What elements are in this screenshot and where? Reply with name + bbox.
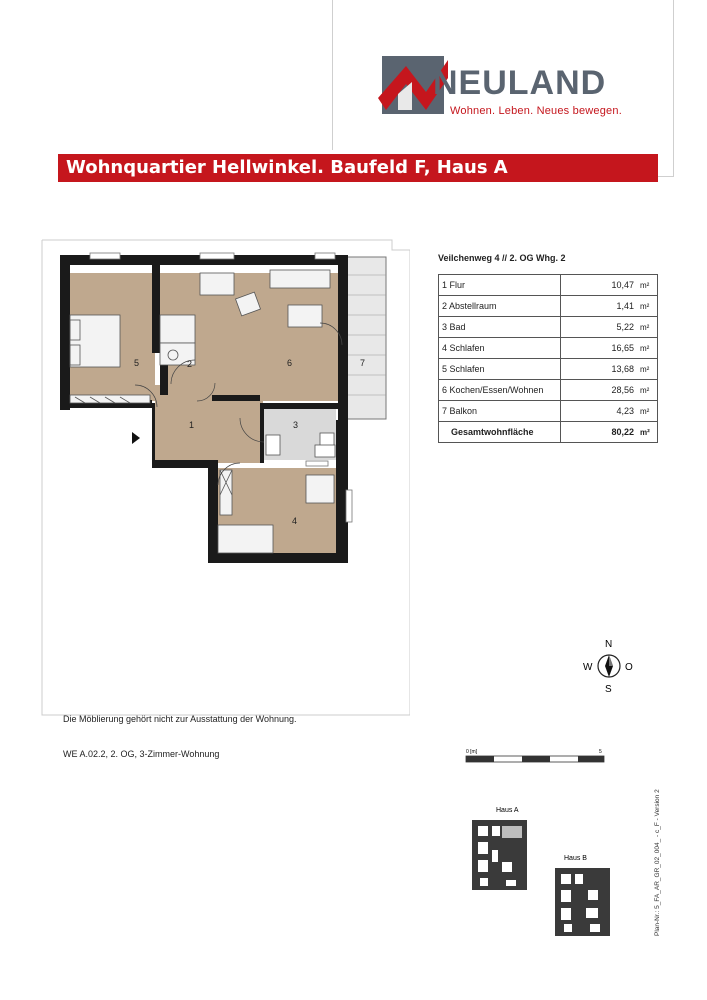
- room-area: 5,22: [561, 317, 638, 338]
- table-row: [439, 380, 658, 401]
- scale-end: 5: [599, 749, 602, 755]
- room-area: 28,56: [561, 380, 638, 401]
- room-table-box: [438, 253, 658, 443]
- room-area: 10,47: [561, 275, 638, 296]
- compass-icon: [580, 636, 640, 696]
- room-name: 3 Bad: [439, 317, 561, 338]
- logo-tagline: Wohnen. Leben. Neues bewegen.: [450, 105, 622, 117]
- table-row: [439, 338, 658, 359]
- room-name: 5 Schlafen: [439, 359, 561, 380]
- site-label-haus-a: Haus A: [496, 807, 519, 814]
- scale-bar: [465, 746, 605, 776]
- room-label-3: 3: [293, 420, 299, 430]
- room-unit: m²: [637, 359, 658, 380]
- total-area: 80,22: [561, 422, 638, 443]
- apartment-heading: Veilchenweg 4 // 2. OG Whg. 2: [438, 253, 566, 263]
- room-area: 13,68: [561, 359, 638, 380]
- room-name: 2 Abstellraum: [439, 296, 561, 317]
- room-label-4: 4: [292, 516, 298, 526]
- frame-line-right: [673, 0, 674, 176]
- plan-number: [652, 768, 662, 938]
- table-row: [439, 359, 658, 380]
- table-row-total: [439, 422, 658, 443]
- plan-number-text: Plan-Nr.: 5_FA_AR_GR_02_004_ - c_F - Version 2: [654, 789, 661, 936]
- frame-line-bottom: [658, 176, 674, 177]
- room-table: [438, 274, 658, 443]
- site-label-haus-b: Haus B: [564, 855, 587, 862]
- compass-west: W: [583, 662, 593, 673]
- table-row: [439, 401, 658, 422]
- unit-label: WE A.02.2, 2. OG, 3-Zimmer-Wohnung: [63, 749, 220, 759]
- table-row: [439, 317, 658, 338]
- room-name: 1 Flur: [439, 275, 561, 296]
- room-unit: m²: [637, 380, 658, 401]
- room-label-5: 5: [134, 358, 140, 368]
- page-title: Wohnquartier Hellwinkel. Baufeld F, Haus A: [66, 157, 508, 178]
- room-unit: m²: [637, 296, 658, 317]
- room-unit: m²: [637, 401, 658, 422]
- room-label-1: 1: [189, 420, 195, 430]
- room-unit: m²: [637, 317, 658, 338]
- room-label-7: 7: [360, 358, 366, 368]
- room-label-6: 6: [287, 358, 293, 368]
- title-banner: [58, 154, 658, 182]
- room-name: 4 Schlafen: [439, 338, 561, 359]
- scale-start: 0 [m]: [466, 749, 478, 755]
- total-unit: m²: [637, 422, 658, 443]
- room-area: 16,65: [561, 338, 638, 359]
- furniture-note: Die Möblierung gehört nicht zur Ausstattung der Wohnung.: [63, 714, 297, 724]
- table-row: [439, 296, 658, 317]
- room-label-2: 2: [187, 359, 193, 369]
- room-name: 7 Balkon: [439, 401, 561, 422]
- total-name: Gesamtwohnfläche: [439, 422, 561, 443]
- compass-north: N: [605, 639, 613, 650]
- logo-wordmark: NEULAND: [433, 64, 607, 102]
- compass-east: O: [625, 662, 633, 673]
- frame-line-left: [332, 0, 333, 150]
- room-name: 6 Kochen/Essen/Wohnen: [439, 380, 561, 401]
- compass-south: S: [605, 684, 612, 695]
- site-plan: [460, 800, 630, 940]
- room-unit: m²: [637, 275, 658, 296]
- room-area: 1,41: [561, 296, 638, 317]
- table-row: [439, 275, 658, 296]
- room-area: 4,23: [561, 401, 638, 422]
- room-unit: m²: [637, 338, 658, 359]
- floor-plan: [30, 235, 410, 725]
